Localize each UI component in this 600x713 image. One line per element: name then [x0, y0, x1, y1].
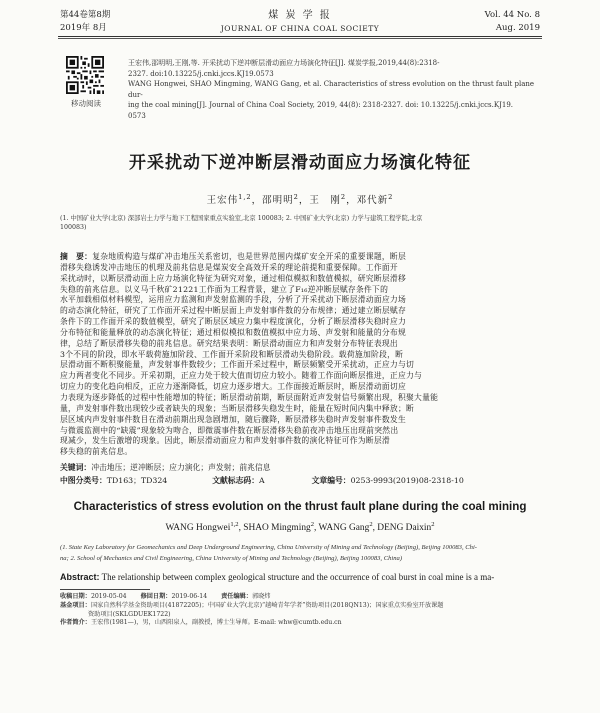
author-en-4: , DENG Daixin — [372, 523, 432, 533]
author-en-3: , WANG Gang — [314, 523, 370, 533]
author-en-1-sup: 1,2 — [230, 520, 239, 528]
abstract-cn-line-text: 3个不同的阶段，即水平载荷施加阶段、工作面开采阶段和断层滑动失稳阶段。载荷施加阶段，断 — [60, 349, 404, 359]
clc-value: TD163；TD324 — [106, 476, 168, 485]
abstract-cn-line-text: 层滑动面不断积聚能量，声发射事件数较少；工作面开采过程中，断层频繁受开采扰动，正应力与切 — [60, 360, 415, 370]
abstract-cn-label: 摘 要： — [60, 252, 93, 261]
volume-issue-cn: 第44卷第8期 — [60, 10, 111, 20]
keywords-cn-label: 关键词： — [60, 463, 92, 472]
doc-code-label: 文献标志码： — [212, 476, 259, 485]
abstract-cn-line — [60, 350, 542, 361]
author-cn-3-sup: 2 — [340, 192, 347, 201]
abstract-cn-line — [60, 393, 542, 404]
author-cn-4: ，邓代新 — [346, 195, 389, 206]
header-rule-thin — [58, 38, 542, 39]
author-bio-text: 王宏伟(1981—)，男，山西阳泉人，副教授，博士生导师。E-mail: whw@cumtb.edu.cn — [90, 619, 342, 627]
abstract-cn — [60, 252, 542, 458]
footnote-author — [60, 619, 546, 628]
citation-en-line1: WANG Hongwei, SHAO Mingming, WANG Gang, et al. Characteristics of stress evolution on the thrust fault plane dur- — [128, 80, 535, 99]
footnote-dates — [60, 593, 546, 602]
authors-cn — [0, 192, 600, 206]
abstract-cn-line-text: 层区域内声发射事件数目在滑动前期出现急剧增加，随后骤降，断层滑移失稳时声发射事件数发生 — [60, 414, 407, 424]
author-en-2: , SHAO Mingming — [238, 523, 311, 533]
page-title: 开采扰动下逆冲断层滑动面应力场演化特征 — [129, 153, 471, 173]
abstract-cn-line — [60, 317, 542, 328]
author-en-1: WANG Hongwei — [165, 523, 231, 533]
abstract-cn-line — [60, 447, 542, 458]
author-cn-4-sup: 2 — [388, 192, 394, 201]
qr-caption: 移动阅读 — [71, 99, 101, 108]
fund-line1: 国家自然科学基金资助项目(41872205)；中国矿业大学(北京)“越崎青年学者”资助项目(2018QN13)；国家重点实验室开放课题 — [90, 601, 444, 609]
abstract-cn-line-text: 的动态演化特征，研究了工作面开采过程中断层面上声发射事件数的分布规律；通过建立断层赋存 — [60, 306, 407, 316]
citation-en-line3: 0573 — [128, 111, 146, 120]
received-label: 收稿日期： — [60, 593, 91, 600]
abstract-cn-line-text: 律，总结了断层滑移失稳的前兆信息。研究结果表明：断层滑动面应力和声发射分布特征表现出 — [60, 338, 398, 348]
journal-name-cn: 煤 炭 学 报 — [268, 10, 332, 21]
article-no-value: 0253-9993(2019)08-2318-10 — [350, 476, 464, 485]
author-bio-label: 作者简介： — [60, 619, 91, 627]
classification-line — [60, 475, 542, 486]
abstract-cn-line-text: 复杂地质构造与煤矿冲击地压关系密切，也是世界范围内煤矿安全开采的重要课题，断层 — [92, 252, 407, 261]
abstract-cn-line — [60, 263, 542, 274]
abstract-cn-line-text: 应力两者变化不同步。开采初期，正应力处于较大值而切应力较小。随着工作面向断层推进，正应力与 — [60, 371, 423, 381]
abstract-cn-line-text: 力表现为逐步降低的过程中性能增加的特征；断层滑动前期，断层面附近声发射信号频繁出现，积聚大量能 — [60, 392, 439, 402]
footnote — [60, 593, 546, 628]
article-no-label: 文章编号： — [311, 476, 351, 485]
abstract-en-text: The relationship between complex geological structure and the occurrence of coal burst in coal mine is a ma- — [101, 572, 495, 582]
affiliation-cn-line1: (1. 中国矿业大学(北京) 深部岩土力学与地下工程国家重点实验室,北京 100083; 2. 中国矿业大学(北京) 力学与建筑工程学院,北京 — [60, 215, 423, 222]
header-rule — [58, 36, 542, 37]
abstract-cn-line-text: 与微震监测中的“缺震”现象较为吻合，即微震事件数在断层滑移失稳前夜冲击地压出现前突然出 — [60, 425, 399, 435]
clc-label: 中图分类号： — [60, 476, 107, 485]
abstract-cn-line — [60, 426, 542, 437]
abstract-en-label: Abstract: — [60, 572, 100, 582]
journal-name-en: JOURNAL OF CHINA COAL SOCIETY — [220, 24, 380, 33]
revised-date: 2019-06-14 — [171, 593, 208, 600]
author-cn-2-sup: 2 — [293, 192, 299, 201]
keywords-cn — [60, 462, 271, 473]
abstract-cn-line-text: 分布特征和能量释放的动态演化特征；通过相似模拟和数值模拟中应力场、声发射和能量的分布规 — [60, 327, 407, 337]
authors-en — [0, 520, 600, 533]
abstract-cn-line-text: 滑移失稳诱发冲击地压的机理及前兆信息是煤炭安全高效开采的理论前提和重要保障。工作面开 — [60, 262, 398, 272]
affiliation-en-line2: na; 2. School of Mechanics and Civil Engineering, China University of Mining and Technology (Beijing), Beijing 100083, China) — [60, 555, 403, 562]
volume-issue-en: Vol. 44 No. 8 — [484, 10, 540, 20]
abstract-cn-line — [60, 415, 542, 426]
footnote-fund — [60, 602, 546, 611]
doc-code-value: A — [259, 476, 265, 485]
affiliation-cn-line2: 100083) — [60, 224, 87, 231]
abstract-cn-line — [60, 252, 542, 263]
qr-code-icon[interactable] — [66, 56, 104, 94]
affiliation-en-line1: (1. State Key Laboratory for Geomechanics and Deep Underground Engineering, China University of Mining and Technology (Beijing), Beijing 100083, Chi- — [60, 544, 477, 551]
abstract-en — [60, 572, 546, 582]
year-month-cn: 2019年 8月 — [60, 23, 107, 33]
abstract-cn-line-text: 水平加载相似材料模型，运用应力监测和声发射监测的手段，分析了开采扰动下断层滑动面应力场 — [60, 295, 407, 305]
affiliation-cn — [60, 214, 544, 232]
abstract-cn-line-text: 条件下的工作面开采的数值模型，研究了断层区域应力集中程度演化，分析了断层滑移失稳时应力 — [60, 317, 407, 327]
title-en: Characteristics of stress evolution on the thrust fault plane during the coal mining — [73, 500, 527, 513]
citation-cn-line2: 2327. doi:10.13225/j.cnki.jccs.KJ19.0573 — [128, 69, 274, 78]
author-en-3-sup: 2 — [369, 520, 373, 528]
date-en: Aug. 2019 — [495, 23, 540, 33]
abstract-cn-line — [60, 382, 542, 393]
abstract-cn-line-text: 采扰动时，以断层滑动面上应力场演化特征为研究对象，通过相似模拟和数值模拟，研究断层滑移 — [60, 273, 407, 283]
keywords-cn-text: 冲击地压；逆冲断层；应力演化；声发射；前兆信息 — [91, 463, 271, 472]
abstract-cn-line — [60, 404, 542, 415]
abstract-cn-line — [60, 339, 542, 350]
abstract-cn-line — [60, 371, 542, 382]
abstract-cn-line — [60, 436, 542, 447]
author-en-4-sup: 2 — [431, 520, 435, 528]
author-cn-1: 王宏伟 — [206, 195, 239, 206]
author-cn-3: ，王 刚 — [298, 195, 341, 206]
abstract-cn-line — [60, 274, 542, 285]
abstract-cn-line — [60, 328, 542, 339]
editor-name: 郭晓炜 — [252, 593, 271, 600]
abstract-cn-line-text: 失稳的前兆信息。以义马千秋矿21221工作面为工程背景，建立了F₁₆逆冲断层赋存条件下的 — [60, 284, 389, 294]
abstract-cn-line-text: 移失稳的前兆信息。 — [60, 447, 133, 457]
author-en-2-sup: 2 — [310, 520, 315, 528]
fund-line2: 资助项目(SKLGDUEK1722) — [88, 610, 171, 618]
citation-block — [128, 58, 548, 122]
abstract-cn-line-text: 切应力的变化趋向相反，正应力逐渐降低，切应力逐步增大。工作面接近断层时，断层滑动面切应 — [60, 382, 407, 392]
affiliation-en — [60, 542, 546, 564]
author-cn-1-sup: 1,2 — [238, 192, 252, 201]
fund-label: 基金项目： — [60, 601, 91, 609]
citation-cn-line1: 王宏伟,邵明明,王刚,等. 开采扰动下逆冲断层滑动面应力场演化特征[J]. 煤炭学报,2019,44(8):2318- — [128, 59, 440, 67]
abstract-cn-line — [60, 295, 542, 306]
abstract-cn-line-text: 量，声发射事件数出现较少或者缺失的现象；当断层滑移失稳发生时，能量在短时间内集中释放；断 — [60, 403, 415, 413]
editor-label: 责任编辑： — [221, 593, 253, 600]
revised-label: 修回日期： — [140, 593, 172, 600]
author-cn-2: ，邵明明 — [251, 195, 294, 206]
abstract-cn-line — [60, 360, 542, 371]
abstract-cn-line — [60, 285, 542, 296]
citation-en-line2: ing the coal mining[J]. Journal of China Coal Society, 2019, 44(8): 2318-2327. doi: 10.13225/j.cnki.jccs.KJ19. — [128, 101, 514, 110]
abstract-cn-line — [60, 306, 542, 317]
received-date: 2019-05-04 — [90, 593, 127, 600]
footnote-rule — [60, 589, 150, 590]
abstract-cn-line-text: 现减少，发生后激增的现象。因此，断层滑动面应力和声发射事件数的演化特征可作为断层滑 — [60, 436, 390, 446]
